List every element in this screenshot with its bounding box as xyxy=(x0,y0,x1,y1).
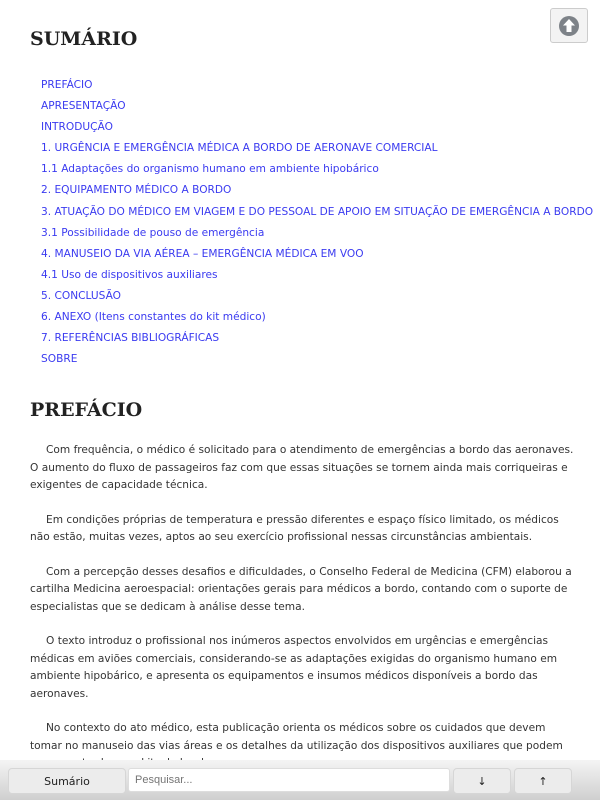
search-input[interactable] xyxy=(128,768,450,792)
table-of-contents xyxy=(41,78,593,373)
toc-link[interactable]: 1. URGÊNCIA E EMERGÊNCIA MÉDICA A BORDO DE AERONAVE COMERCIAL xyxy=(41,142,438,155)
scroll-to-top-button[interactable] xyxy=(550,8,588,43)
toc-link[interactable]: 3.1 Possibilidade de pouso de emergência xyxy=(41,226,265,239)
paragraph: O texto introduz o profissional nos inúmeros aspectos envolvidos em urgências e emergências médicas em aviões comerciais, considerando-se as adaptações exigidas do organismo humano em ambiente hipobárico, e apresenta os equipamentos e insumos médicos disponíveis a bordo das aeronaves. xyxy=(30,635,558,700)
toc-link[interactable]: INTRODUÇÃO xyxy=(41,121,113,134)
arrow-up-circle-icon xyxy=(558,15,580,37)
toc-link[interactable]: 2. EQUIPAMENTO MÉDICO A BORDO xyxy=(41,184,232,197)
toc-link[interactable]: SOBRE xyxy=(41,353,78,366)
paragraph: Com a percepção desses desafios e dificuldades, o Conselho Federal de Medicina (CFM) elaborou a cartilha Medicina aeroespacial: orientações gerais para médicos a bordo, contando com o suporte de especialistas que se dedicam à análise desse tema. xyxy=(30,565,572,613)
toc-link[interactable]: 5. CONCLUSÃO xyxy=(41,289,121,302)
next-result-button[interactable]: ↓ xyxy=(453,768,511,794)
toc-link[interactable]: 7. REFERÊNCIAS BIBLIOGRÁFICAS xyxy=(41,332,220,345)
toc-link[interactable]: PREFÁCIO xyxy=(41,79,93,91)
toc-link[interactable]: 3. ATUAÇÃO DO MÉDICO EM VIAGEM E DO PESSOAL DE APOIO EM SITUAÇÃO DE EMERGÊNCIA A BORDO xyxy=(41,205,594,218)
summary-button[interactable]: Sumário xyxy=(8,768,126,794)
toc-link[interactable]: 1.1 Adaptações do organismo humano em ambiente hipobárico xyxy=(41,163,379,176)
previous-result-button[interactable]: ↑ xyxy=(514,768,572,794)
paragraph: No contexto do ato médico, esta publicação orienta os médicos sobre os cuidados que devem tomar no manuseio das vias áreas e os detalhes da utilização dos dispositivos auxiliares que podem xyxy=(30,722,563,752)
bottom-toolbar xyxy=(0,760,600,800)
toc-link[interactable]: 4.1 Uso de dispositivos auxiliares xyxy=(41,268,218,281)
preface-heading: PREFÁCIO xyxy=(30,399,143,421)
paragraph: Com frequência, o médico é solicitado para o atendimento de emergências a bordo das aeronaves. O aumento do fluxo de passageiros faz com que essas situações se tornem ainda mais corriqueiras e exigentes de capacidade técnica. xyxy=(30,444,574,491)
paragraph: Em condições próprias de temperatura e pressão diferentes e espaço físico limitado, os médicos não estão, muitas vezes, aptos ao seu exercício profissional nessas circunstâncias ambientais. xyxy=(30,513,559,543)
summary-heading: SUMÁRIO xyxy=(30,28,138,50)
toc-link[interactable]: 6. ANEXO (Itens constantes do kit médico) xyxy=(41,311,266,324)
toc-link[interactable]: APRESENTAÇÃO xyxy=(41,100,126,113)
toc-link[interactable]: 4. MANUSEIO DA VIA AÉREA – EMERGÊNCIA MÉDICA EM VOO xyxy=(41,247,364,260)
preface-body xyxy=(30,442,575,790)
